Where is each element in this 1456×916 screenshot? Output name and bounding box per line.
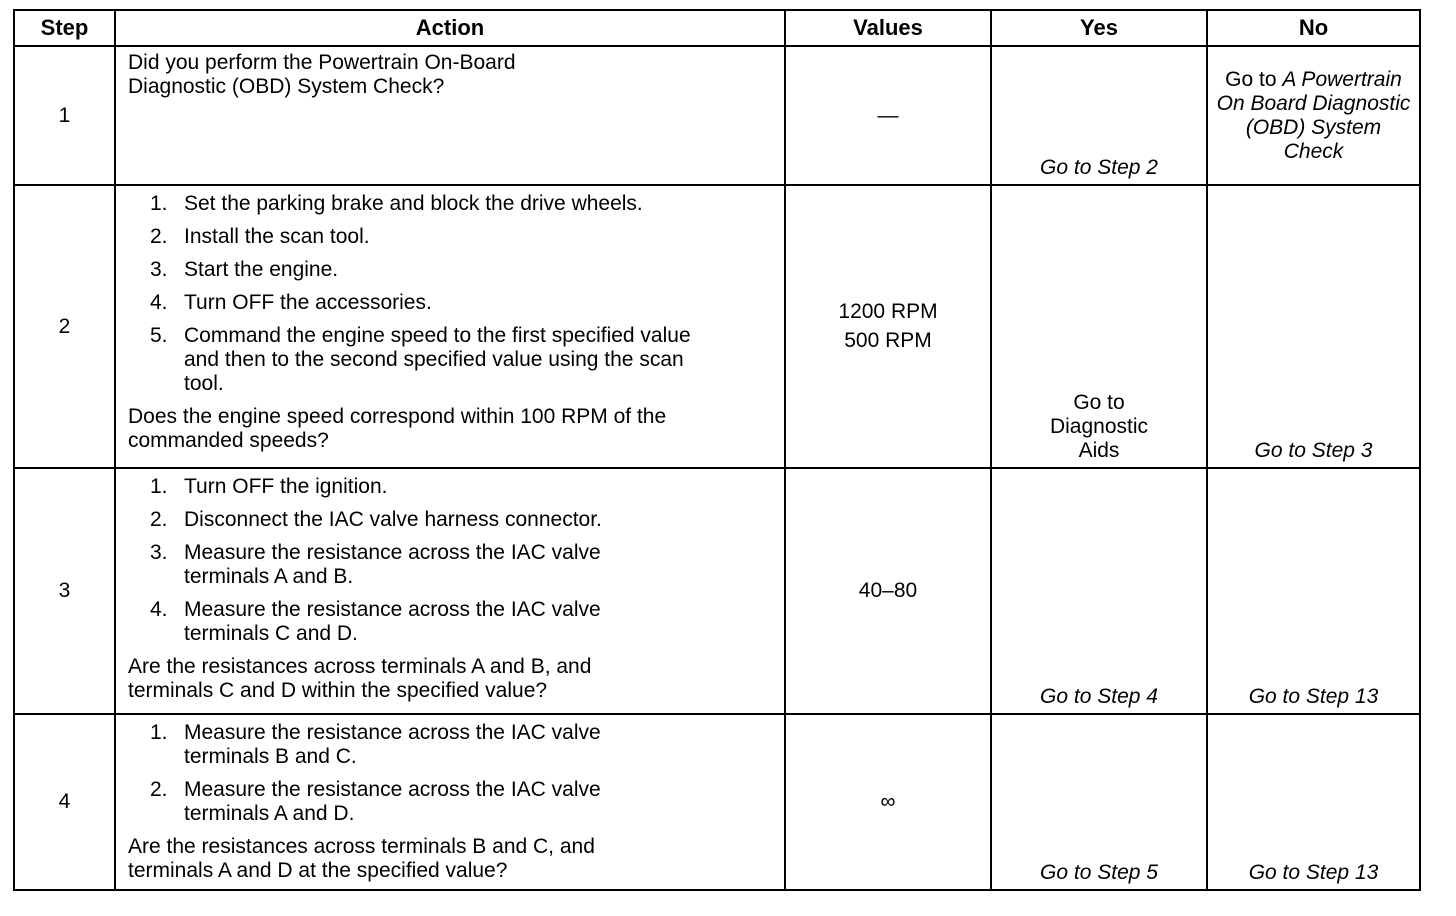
action-steps xyxy=(128,721,774,826)
yes-link[interactable]: Go to Step 4 xyxy=(1040,685,1158,708)
list-item xyxy=(128,541,634,589)
step-number: 4 xyxy=(14,714,115,890)
item-text: Turn OFF the ignition. xyxy=(184,475,388,498)
action-steps xyxy=(128,475,774,646)
action-question: Are the resistances across terminals A and B, and terminals C and D within the specified value? xyxy=(128,655,592,702)
no-cell xyxy=(1207,185,1420,468)
value-text: — xyxy=(877,103,899,127)
list-item xyxy=(128,291,774,315)
header-values: Values xyxy=(785,10,991,46)
diagnostic-table xyxy=(13,9,1421,891)
list-item xyxy=(128,258,774,282)
header-action: Action xyxy=(115,10,785,46)
item-number: 4. xyxy=(150,291,168,314)
yes-link[interactable]: Go to Step 5 xyxy=(1040,861,1158,884)
list-item xyxy=(128,508,634,532)
item-text: Measure the resistance across the IAC valve terminals A and B. xyxy=(184,541,601,588)
item-number: 4. xyxy=(150,598,168,621)
no-link[interactable]: Go to Step 3 xyxy=(1254,439,1373,462)
action-question: Does the engine speed correspond within 100 RPM of the commanded speeds? xyxy=(128,405,667,452)
step-number: 2 xyxy=(14,185,115,468)
no-cell xyxy=(1207,468,1420,714)
item-number: 1. xyxy=(150,192,168,215)
list-item xyxy=(128,721,634,769)
table-row xyxy=(14,46,1420,185)
item-number: 3. xyxy=(150,541,168,564)
item-number: 2. xyxy=(150,778,168,801)
no-cell xyxy=(1207,46,1420,185)
yes-cell xyxy=(991,714,1207,890)
step-number: 3 xyxy=(14,468,115,714)
table-row xyxy=(14,468,1420,714)
list-item xyxy=(128,598,634,646)
item-text: Measure the resistance across the IAC valve terminals A and D. xyxy=(184,778,601,825)
yes-cell xyxy=(991,468,1207,714)
header-step: Step xyxy=(14,10,115,46)
header-row xyxy=(14,10,1420,46)
item-text: Turn OFF the accessories. xyxy=(184,291,432,314)
item-number: 2. xyxy=(150,225,168,248)
header-no: No xyxy=(1207,10,1420,46)
header-yes: Yes xyxy=(991,10,1207,46)
item-number: 1. xyxy=(150,721,168,744)
item-text: Disconnect the IAC valve harness connector. xyxy=(184,508,602,531)
no-text-plain: Go to xyxy=(1225,67,1283,91)
yes-cell xyxy=(991,46,1207,185)
item-number: 1. xyxy=(150,475,168,498)
values-cell xyxy=(785,714,991,890)
item-text: Start the engine. xyxy=(184,258,339,281)
value-text: ∞ xyxy=(880,790,896,813)
action-question: Are the resistances across terminals B and C, and terminals A and D at the specified value? xyxy=(128,835,595,882)
values-cell xyxy=(785,468,991,714)
item-number: 3. xyxy=(150,258,168,281)
table-row xyxy=(14,714,1420,890)
no-link[interactable]: Go to Step 13 xyxy=(1248,861,1379,884)
list-item xyxy=(128,778,634,826)
list-item xyxy=(128,324,774,396)
no-link[interactable]: Go to Step 13 xyxy=(1248,685,1379,708)
list-item xyxy=(128,192,774,216)
action-question: Did you perform the Powertrain On-Board Diagnostic (OBD) System Check? xyxy=(128,51,516,98)
yes-text-plain[interactable]: Go to Diagnostic Aids xyxy=(1049,391,1149,462)
no-link[interactable]: A Powertrain On Board Diagnostic (OBD) System Check xyxy=(1216,67,1411,163)
action-cell xyxy=(115,468,785,714)
value-text: 40–80 xyxy=(858,579,918,602)
step-number: 1 xyxy=(14,46,115,185)
action-steps xyxy=(128,192,774,396)
item-text: Command the engine speed to the first specified value and then to the second specified value using the scan tool. xyxy=(184,324,691,395)
value-text: 500 RPM xyxy=(844,329,932,352)
list-item xyxy=(128,475,634,499)
values-cell xyxy=(785,46,991,185)
item-number: 2. xyxy=(150,508,168,531)
action-cell xyxy=(115,714,785,890)
table-row xyxy=(14,185,1420,468)
action-cell xyxy=(115,46,785,185)
action-cell xyxy=(115,185,785,468)
value-text: 1200 RPM xyxy=(838,300,938,323)
item-text: Measure the resistance across the IAC valve terminals C and D. xyxy=(184,598,601,645)
item-text: Set the parking brake and block the drive wheels. xyxy=(184,192,643,215)
values-cell xyxy=(785,185,991,468)
item-text: Measure the resistance across the IAC valve terminals B and C. xyxy=(184,721,601,768)
no-cell xyxy=(1207,714,1420,890)
yes-link[interactable]: Go to Step 2 xyxy=(1040,156,1158,179)
item-number: 5. xyxy=(150,324,168,347)
yes-cell xyxy=(991,185,1207,468)
list-item xyxy=(128,225,774,249)
item-text: Install the scan tool. xyxy=(184,225,370,248)
